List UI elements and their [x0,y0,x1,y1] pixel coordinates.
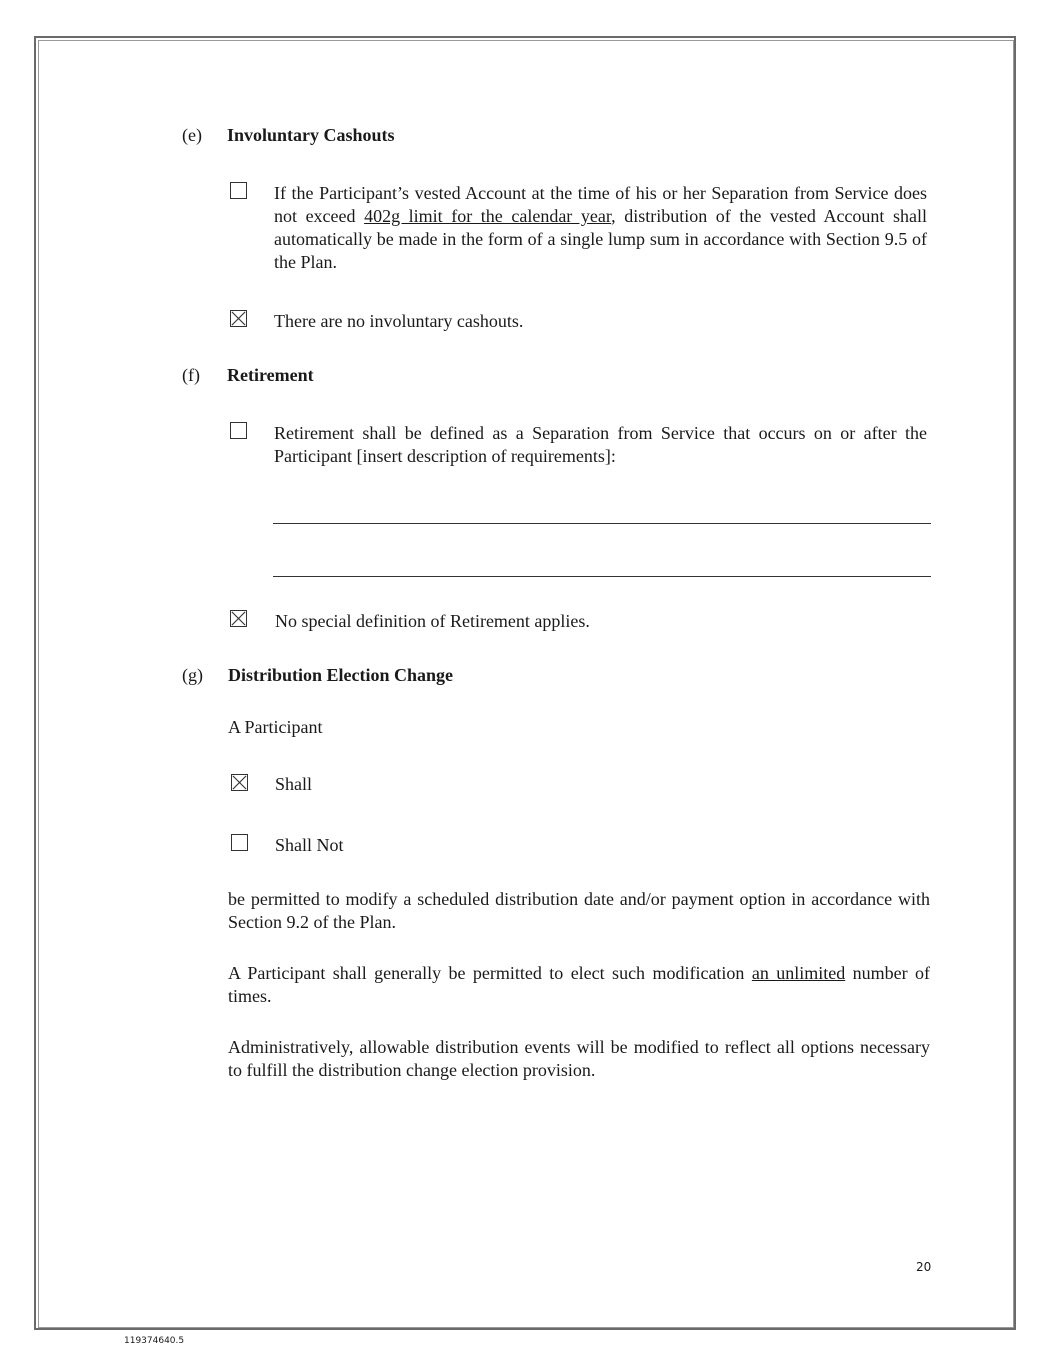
document-id: 119374640.5 [124,1336,185,1346]
section-g-letter: (g) [182,665,203,685]
section-e-letter: (e) [182,125,202,145]
election-change-shall-text: Shall [275,774,313,794]
involuntary-cashout-option2-text: There are no involuntary cashouts. [274,311,524,331]
retirement-option2-text: No special definition of Retirement applies. [275,611,590,631]
section-f-title: Retirement [227,365,314,385]
checkbox-x-icon [231,311,246,326]
involuntary-cashout-option2-checkbox[interactable] [230,310,247,327]
involuntary-cashout-option1-checkbox[interactable] [230,182,247,199]
402g-limit-blank: 402g limit for the calendar year [364,206,612,226]
election-change-paragraph-3: Administratively, allowable distribution events will be modified to reflect all options necessary to fulfill the distribution change election provision. [228,1037,930,1080]
section-g-title: Distribution Election Change [228,665,454,685]
election-change-paragraph-2: A Participant shall generally be permitted to elect such modification an unlimited number of times. [228,963,931,1006]
checkbox-x-icon [231,611,246,626]
election-change-shall-not-text: Shall Not [275,835,344,855]
retirement-option1-checkbox[interactable] [230,422,247,439]
retirement-requirements-line-1[interactable] [273,523,931,524]
checkbox-x-icon [232,775,247,790]
modification-count-blank: an unlimited [751,963,846,983]
retirement-option2-checkbox[interactable] [230,610,247,627]
election-change-shall-not-checkbox[interactable] [231,834,248,851]
election-change-paragraph-1: be permitted to modify a scheduled distribution date and/or payment option in accordance with Section 9.2 of the Plan. [228,889,930,932]
involuntary-cashout-option1-text: If the Participant’s vested Account at the time of his or her Separation from Service does not exceed 402g limit for the calendar year, distribution of the vested Account shall automatically be made in the form of a single lump sum in accordance with Section 9.5 of the Plan. [274,183,927,272]
section-g-intro: A Participant [228,717,323,737]
retirement-option1-text: Retirement shall be defined as a Separation from Service that occurs on or after the Participant [insert description of requirements]: [274,423,927,466]
section-f-letter: (f) [182,365,200,385]
retirement-requirements-line-2[interactable] [273,576,931,577]
page-number: 20 [916,1260,932,1274]
election-change-shall-checkbox[interactable] [231,774,248,791]
section-e-title: Involuntary Cashouts [227,125,395,145]
